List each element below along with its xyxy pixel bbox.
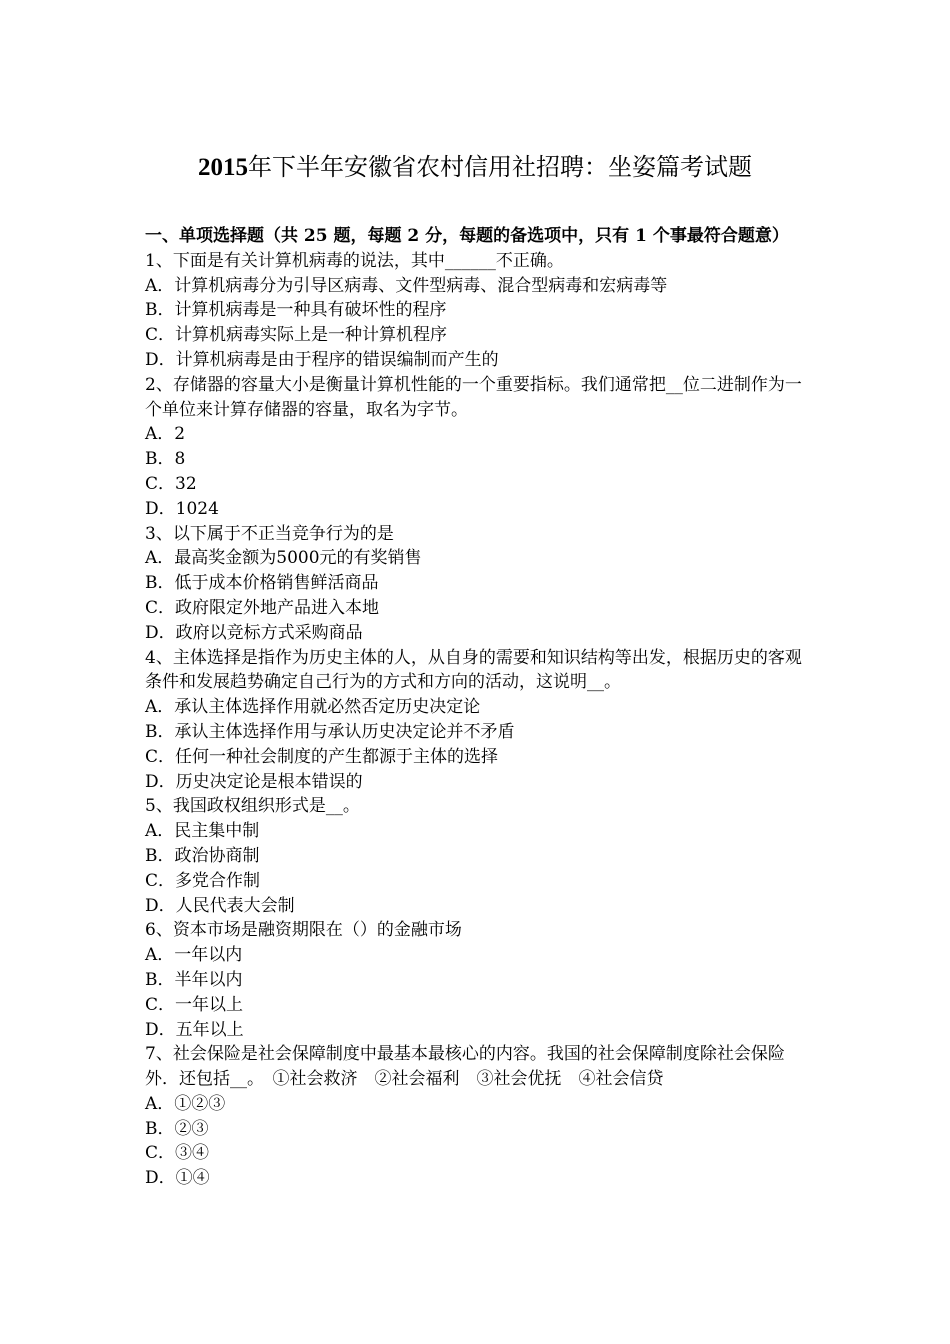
question-stem: 7、社会保险是社会保障制度中最基本最核心的内容。我国的社会保障制度除社会保险外．还包括__。 ①社会救济 ②社会福利 ③社会优抚 ④社会信贷 [145, 1044, 785, 1090]
title-year: 2015 [198, 154, 248, 181]
question-stem: 1、下面是有关计算机病毒的说法，其中______不正确。 [145, 250, 564, 271]
option-c: C．多党合作制 [145, 870, 261, 891]
option-b: B．半年以内 [145, 969, 243, 990]
option-a: A．最高奖金额为5000元的有奖销售 [145, 548, 422, 569]
option-d: D．人民代表大会制 [145, 895, 295, 916]
option-b: B．8 [145, 449, 186, 470]
option-b: B．低于成本价格销售鲜活商品 [145, 573, 379, 594]
title-text: 年下半年安徽省农村信用社招聘：坐姿篇考试题 [248, 153, 752, 181]
question-6 [145, 918, 815, 1042]
option-d: D．五年以上 [145, 1019, 244, 1040]
question-stem: 5、我国政权组织形式是__。 [145, 796, 360, 817]
question-2 [145, 373, 815, 522]
question-stem: 3、以下属于不正当竞争行为的是 [145, 523, 394, 544]
option-c: C．32 [145, 473, 197, 494]
option-b: B．②③ [145, 1118, 209, 1139]
question-7 [145, 1042, 815, 1191]
question-stem: 2、存储器的容量大小是衡量计算机性能的一个重要指标。我们通常把__位二进制作为一个单位来计算存储器的容量，取名为字节。 [145, 374, 802, 420]
question-4 [145, 646, 815, 795]
option-d: D．①④ [145, 1168, 210, 1189]
option-b: B．承认主体选择作用与承认历史决定论并不矛盾 [145, 721, 515, 742]
option-d: D．政府以竞标方式采购商品 [145, 622, 363, 643]
option-b: B．政治协商制 [145, 845, 260, 866]
section-heading: 一、单项选择题（共 25 题，每题 2 分，每题的备选项中，只有 1 个事最符合题意） [145, 226, 789, 246]
option-a: A．①②③ [145, 1093, 226, 1114]
option-d: D．计算机病毒是由于程序的错误编制而产生的 [145, 349, 499, 370]
question-3 [145, 522, 815, 646]
question-5 [145, 794, 815, 918]
option-c: C．任何一种社会制度的产生都源于主体的选择 [145, 746, 499, 767]
option-b: B．计算机病毒是一种具有破坏性的程序 [145, 300, 447, 321]
option-c: C．计算机病毒实际上是一种计算机程序 [145, 325, 448, 346]
document-title [0, 150, 950, 185]
option-a: A．一年以内 [145, 945, 243, 966]
question-1 [145, 249, 815, 373]
option-a: A．2 [145, 424, 186, 445]
option-c: C．③④ [145, 1143, 210, 1164]
option-a: A．民主集中制 [145, 821, 260, 842]
option-d: D．历史决定论是根本错误的 [145, 771, 363, 792]
option-d: D．1024 [145, 498, 219, 519]
document-body [145, 224, 815, 1191]
question-stem: 4、主体选择是指作为历史主体的人，从自身的需要和知识结构等出发，根据历史的客观条件和发展趋势确定自己行为的方式和方向的活动，这说明__。 [145, 647, 802, 693]
option-a: A．承认主体选择作用就必然否定历史决定论 [145, 697, 481, 718]
option-a: A．计算机病毒分为引导区病毒、文件型病毒、混合型病毒和宏病毒等 [145, 275, 668, 296]
option-c: C．一年以上 [145, 994, 244, 1015]
option-c: C．政府限定外地产品进入本地 [145, 597, 380, 618]
question-stem: 6、资本市场是融资期限在（）的金融市场 [145, 920, 462, 941]
